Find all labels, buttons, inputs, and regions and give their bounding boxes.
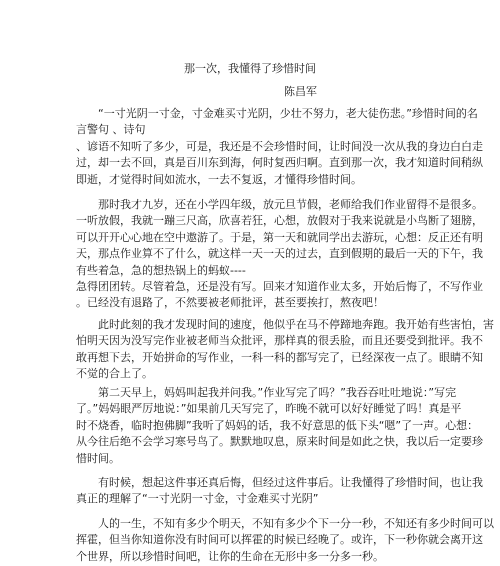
text-line: 挥霍，但当你知道你没有时间可以挥霍的时候已经晚了。或许，下一秒你就会离开这: [76, 533, 483, 547]
paragraph-3: [76, 317, 494, 383]
text-line: 。已经没有退路了，不然要被老师批评，甚至要挨打，熬夜吧！: [76, 296, 384, 310]
text-line: “一寸光阴一寸金，寸金难买寸光阴，少壮不努力，老大徒伤悲。”珍惜时间的名: [98, 107, 478, 120]
article-author: 陈昌军: [284, 85, 317, 98]
text-line: 天，那点作业算不了什么，就这样一天一天的过去，直到假期的最后一天的下午，我: [76, 247, 483, 261]
text-line: 有些着急，急的想热锅上的蚂蚁----: [76, 263, 246, 277]
text-line: 有时候，想起这件事还真后悔，但经过这件事后。让我懂得了珍惜时间，也让我: [98, 476, 483, 489]
text-line: 不觉的合上了。: [76, 367, 153, 381]
text-line: 此时此刻的我才发现时间的速度，他似乎在马不停蹄地奔跑。我开始有些害怕，害: [98, 318, 494, 331]
text-line: 怕明天因为没写完作业被老师当众批评，那样真的很丢脸，而且还要受到批评。我不: [76, 334, 483, 348]
text-line: 了。”妈妈眼严厉地说：”如果前几天写完了，昨晚不就可以好好睡觉了吗！真是平: [76, 402, 462, 416]
text-line: 过，却一去不回，真是百川东到海，何时复西归啊。直到那一次，我才知道时间稍纵: [76, 156, 483, 170]
text-line: 言警句 、诗句: [76, 123, 146, 137]
text-line: 第二天早上，妈妈叫起我并问我。”作业写完了吗？”我吞吞吐吐地说：”写完: [98, 386, 457, 399]
text-line: 急得团团转。尽管着急，还是没有写。回来才知道作业太多，开始后悔了，不写作业: [76, 280, 483, 294]
text-line: 时不烧香，临时抱佛脚”我听了妈妈的话，我不好意思的低下头“嗯”了一声。心想：: [76, 418, 479, 432]
article-title: 那一次，我懂得了珍惜时间: [184, 62, 316, 75]
text-line: 可以开开心心地在空中遨游了。于是，第一天和就同学出去游玩，心想：反正还有明: [76, 230, 483, 244]
text-line: 那时我才九岁，还在小学四年级，放元旦节假，老师给我们作业留得不是很多。: [98, 198, 483, 211]
text-line: 敢再想下去，开始拼命的写作业，一科一科的都写完了，已经深夜一点了。眼睛不知: [76, 350, 483, 364]
text-line: 一听放假，我就一蹦三尺高，欣喜若狂，心想，放假对于我来说就是小鸟断了翅膀，: [76, 214, 483, 228]
text-line: 人的一生，不知有多少个明天，不知有多少个下一分一秒，不知还有多少时间可以: [98, 517, 494, 530]
paragraph-5: [76, 475, 483, 508]
text-line: 即逝，才觉得时间如流水，一去不复返，才懂得珍惜时间。: [76, 172, 362, 186]
text-line: 、谚语不知听了多少，可是，我还是不会珍惜时间，让时间没一次从我的身边白白走: [76, 139, 483, 153]
text-line: 从今往后绝不会学习寒号鸟了。默默地叹息，原来时间是如此之快，我以后一定要珍: [76, 435, 483, 449]
text-line: 个世界，所以珍惜时间吧，让你的生命在无形中多一分多一秒。: [76, 549, 384, 563]
paragraph-1: [76, 106, 483, 188]
text-line: 真正的理解了“一寸光阴一寸金，寸金难买寸光阴”: [76, 492, 319, 506]
paragraph-2: [76, 197, 483, 312]
paragraph-4: [76, 385, 483, 467]
text-line: 惜时间。: [76, 451, 120, 465]
paragraph-6: [76, 516, 494, 565]
